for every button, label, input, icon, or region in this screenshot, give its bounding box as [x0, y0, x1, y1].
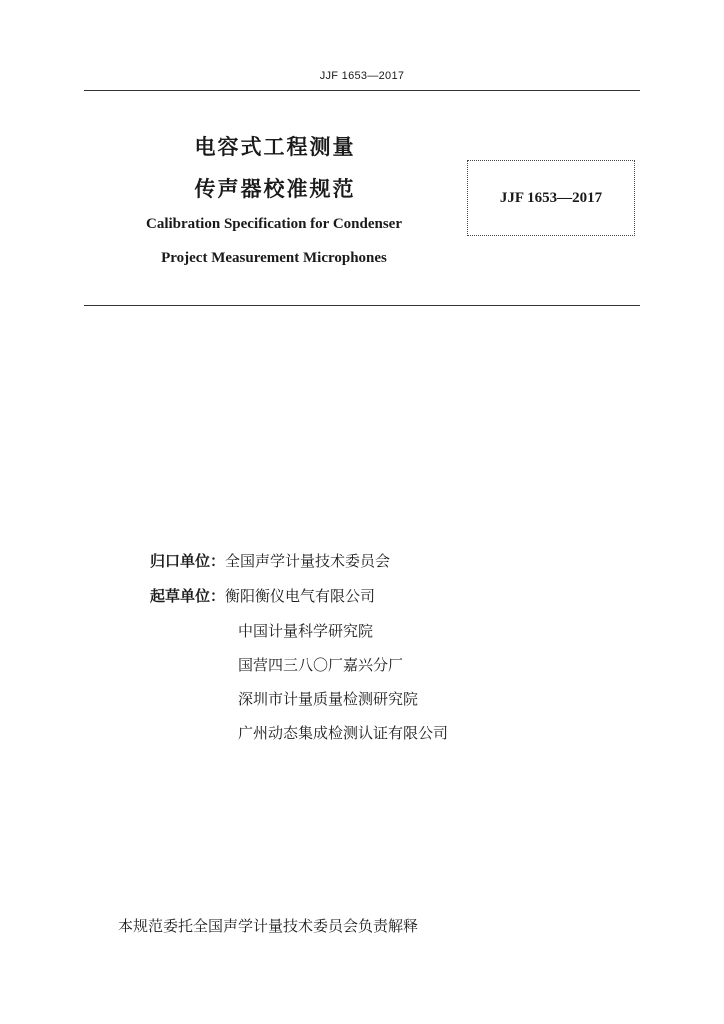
drafting-unit-item: 国营四三八〇厂嘉兴分厂	[238, 656, 404, 674]
drafting-unit-item: 深圳市计量质量检测研究院	[238, 690, 419, 708]
responsible-unit	[150, 550, 390, 571]
drafting-unit-item: 衡阳衡仪电气有限公司	[225, 587, 376, 605]
drafting-unit-item: 广州动态集成检测认证有限公司	[238, 724, 449, 742]
title-english-line1: Calibration Specification for Condenser	[146, 216, 402, 232]
title-chinese-line2: 传声器校准规范	[194, 177, 356, 201]
title-chinese-line1: 电容式工程测量	[194, 135, 356, 159]
standard-code-text: JJF 1653—2017	[499, 189, 603, 206]
drafting-unit-item: 中国计量科学研究院	[238, 622, 374, 640]
responsible-unit-value: 全国声学计量技术委员会	[225, 552, 391, 570]
drafting-unit-label: 起草单位：	[150, 587, 226, 605]
responsible-unit-label: 归口单位：	[150, 552, 226, 570]
section-divider	[84, 305, 640, 306]
title-english-line2: Project Measurement Microphones	[161, 250, 387, 266]
drafting-unit	[150, 585, 375, 606]
top-divider	[84, 90, 640, 91]
interpretation-note: 本规范委托全国声学计量技术委员会负责解释	[118, 917, 419, 935]
header-standard-code: JJF 1653—2017	[319, 70, 405, 82]
standard-code-box	[467, 160, 635, 236]
